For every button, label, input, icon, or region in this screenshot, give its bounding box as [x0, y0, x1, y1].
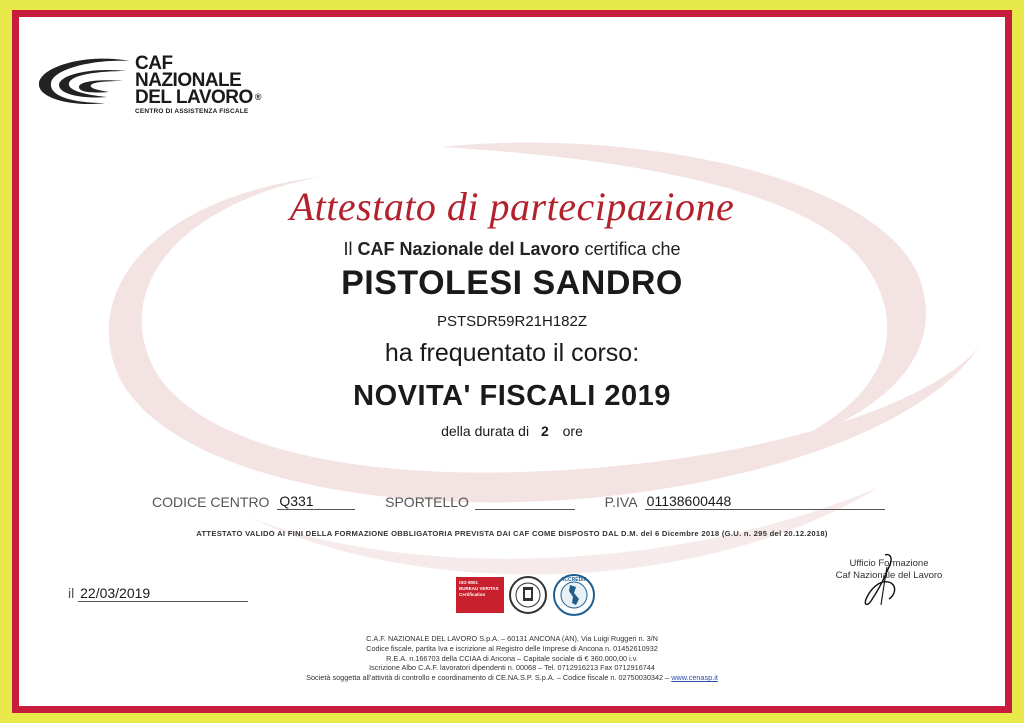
cenasp-link[interactable]: www.cenasp.it — [671, 673, 718, 683]
piva-label: P.IVA — [604, 494, 637, 510]
registered-mark: ® — [254, 92, 261, 102]
bv-line-3: Certification — [459, 592, 486, 597]
codice-centro-label: CODICE CENTRO — [152, 494, 270, 510]
bureau-veritas-seal-icon — [508, 573, 548, 617]
bv-line-2: BUREAU VERITAS — [459, 586, 499, 591]
logo-line-3-text: DEL LAVORO — [135, 87, 253, 108]
signature-line-2: Caf Nazionale del Lavoro — [835, 570, 943, 581]
accredia-seal-icon — [552, 573, 596, 617]
logo-subtitle: CENTRO DI ASSISTENZA FISCALE — [135, 108, 249, 115]
footer-line-5 — [19, 673, 1005, 683]
logo-line-2: NAZIONALE — [135, 70, 242, 91]
validity-note: ATTESTATO VALIDO AI FINI DELLA FORMAZIONE OBBLIGATORIA PREVISTA DAI CAF COME DISPOSTO DAL D.M. del 6 Dicembre 2018 (G.U. n. 295 del 20.12.2018) — [196, 529, 828, 538]
center-fields — [152, 493, 885, 510]
footer-line-5-text: Società soggetta all'attività di controllo e coordinamento di CE.NA.S.P. S.p.A. – Codice fiscale n. 02750030342 – — [306, 673, 670, 683]
course-title: NOVITA' FISCALI 2019 — [353, 380, 671, 412]
bv-line-1: ISO 9001 — [459, 580, 479, 585]
footer-line-3: R.E.A. n.166703 della CCIAA di Ancona – Capitale sociale di € 360.000,00 i.v. — [386, 653, 638, 663]
certificate-title: Attestato di partecipazione — [289, 184, 735, 229]
frequentato-line: ha frequentato il corso: — [384, 339, 640, 367]
caf-logo — [35, 53, 315, 133]
durata-prefix: della durata di — [441, 423, 530, 439]
signature-line-1: Ufficio Formazione — [849, 558, 929, 569]
codice-centro-value: Q331 — [277, 493, 355, 510]
accredia-text: ACCREDIA — [560, 577, 588, 583]
durata-line — [19, 423, 1005, 439]
certifica-prefix: Il — [343, 239, 353, 259]
participant-codice-fiscale: PSTSDR59R21H182Z — [436, 313, 588, 330]
date-value: 22/03/2019 — [78, 585, 248, 602]
company-footer — [19, 634, 1005, 683]
caf-swoosh-logo-icon — [35, 53, 135, 117]
sportello-value — [475, 493, 575, 510]
certifica-line — [19, 239, 1005, 260]
logo-wordmark — [135, 55, 261, 115]
certifica-org: CAF Nazionale del Lavoro — [357, 239, 580, 259]
sportello-label: SPORTELLO — [385, 494, 469, 510]
piva-value: 01138600448 — [645, 493, 885, 510]
footer-line-1: C.A.F. NAZIONALE DEL LAVORO S.p.A. – 60131 ANCONA (AN), Via Luigi Ruggeri n. 3/N — [366, 634, 658, 643]
date-label: il — [68, 585, 75, 601]
handwritten-signature — [839, 549, 939, 609]
footer-line-2: Codice fiscale, partita Iva e iscrizione al Registro delle Imprese di Ancona n. 01452610932 — [366, 643, 658, 653]
participant-name: PISTOLESI SANDRO — [341, 264, 683, 302]
certifica-suffix: certifica che — [584, 239, 681, 259]
issue-date — [68, 585, 248, 602]
footer-line-4: Iscrizione Albo C.A.F. lavoratori dipendenti n. 00068 – Tel. 0712916213 Fax 0712916744 — [369, 663, 655, 673]
durata-hours: 2 — [540, 423, 549, 439]
certificate-page — [19, 17, 1005, 706]
bureau-veritas-badge — [456, 577, 504, 613]
durata-suffix: ore — [562, 423, 583, 439]
logo-line-3 — [135, 89, 261, 106]
logo-line-1: CAF — [135, 53, 173, 74]
